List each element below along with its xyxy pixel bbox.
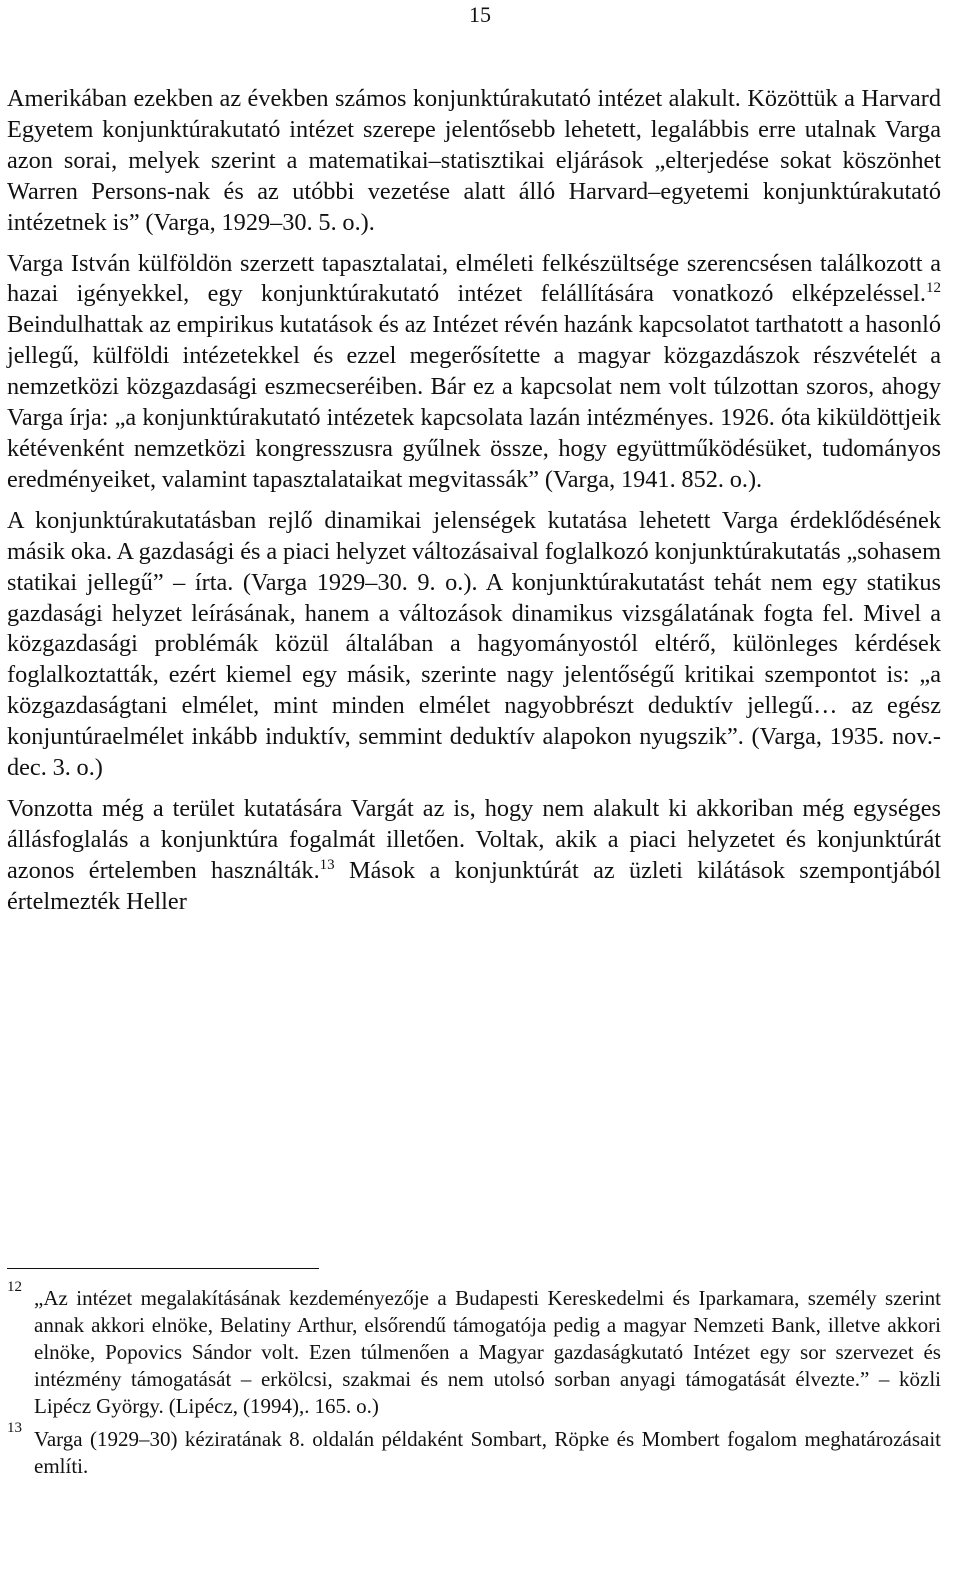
footnote-13 xyxy=(7,1420,941,1480)
footnote-separator xyxy=(7,1268,319,1269)
paragraph-text: Mások a konjunktúrát az üzleti kilátások szempontjából értelmezték Heller xyxy=(7,856,942,915)
footnote-ref-13[interactable]: 13 xyxy=(319,856,335,873)
footnote-mark: 13 xyxy=(7,1420,22,1436)
paragraph-dynamics: A konjunktúrakutatásban rejlő dinamikai jelenségek kutatása lehetett Varga érdeklődésének másik oka. A gazdasági és a piaci helyzet változásaival foglalkozó konjunktúrakutatás „sohasem statikai jellegű” – írta. (Varga 1929–30. 9. o.). A konjunktúrakutatást tehát nem egy statikus gazdasági helyzet leírásának, hanem a változások dinamikus vizsgálatának fogta fel. Mivel a közgazdasági problémák közül általában a hagyományostól eltérő, különleges kérdések foglalkoztatták, ezért kiemel egy másik, szerinte nagy jelentőségű kritikai szempontot is: „a közgazdaságtani elmélet, mint minden elmélet nagyobbrészt deduktív jellegű… az egész konjuntúraelmélet inkább induktív, semmint deduktív alapokon nyugszik”. (Varga, 1935. nov.-dec. 3. o.) xyxy=(7,506,941,782)
footnote-text: Varga (1929–30) kéziratának 8. oldalán példaként Sombart, Röpke és Mombert fogalom meghatározásait említi. xyxy=(34,1427,941,1478)
paragraph-concept xyxy=(7,794,941,918)
paragraph-text: Beindulhattak az empirikus kutatások és az Intézet révén hazánk kapcsolatot tarthatott a hasonló jellegű, külföldi intézetekkel és ezzel megerősítette a magyar közgazdászok részvételét a nemzetközi közgazdasági eszmecseréiben. Bár ez a kapcsolat nem volt túlzottan szoros, ahogy Varga írja: „a konjunktúrakutató intézetek kapcsolata lazán intézményes. 1926. óta kiküldöttjeik kétévenként nemzetközi kongresszusra gyűlnek össze, hogy együttműködésüket, tudományos eredményeiket, valamint tapasztalataikat megvitassák” (Varga, 1941. 852. o.). xyxy=(7,311,941,493)
page-number: 15 xyxy=(469,2,491,27)
paragraph-harvard: Amerikában ezekben az években számos konjunktúrakutató intézet alakult. Közöttük a Harvard Egyetem konjunktúrakutató intézet szerepe jelentősebb lehetett, legalábbis erre utalnak Varga azon sorai, melyek szerint a matematikai–statisztikai eljárások „elterjedése sokat köszönhet Warren Persons-nak és az utóbbi vezetése alatt álló Harvard–egyetemi konjunktúrakutató intézetnek is” (Varga, 1929–30. 5. o.). xyxy=(7,85,941,236)
body-text xyxy=(7,84,941,928)
paragraph-text: Vonzotta még a terület kutatására Vargát az is, hogy nem alakult ki akkoriban még egységes állásfoglalás a konjunktúra fogalmát illetően. Voltak, akik a piaci helyzetet és konjunktúrát azonos értelemben használták. xyxy=(7,794,941,884)
paragraph-text: Varga István külföldön szerzett tapasztalatai, elméleti felkészültsége szerencsésen találkozott a hazai igényekkel, egy konjunktúrakutató intézet felállítására vonatkozó elképzeléssel. xyxy=(7,249,941,308)
paragraph-varga-experience xyxy=(7,249,941,496)
footnote-ref-12[interactable]: 12 xyxy=(926,280,941,297)
footnote-mark: 12 xyxy=(7,1279,22,1295)
footnote-12 xyxy=(7,1279,941,1420)
footnotes xyxy=(7,1279,941,1486)
footnote-text: „Az intézet megalakításának kezdeményezője a Budapesti Kereskedelmi és Iparkamara, személy szerint annak akkori elnöke, Belatiny Arthur, elsőrendű támogatója pedig a magyar Nemzeti Bank, illetve akkori elnöke, Popovics Sándor volt. Ezen túlmenően a Magyar gazdaságkutató Intézet egy sor szervezet és intézmény támogatását – erkölcsi, szakmai és nem utolsó sorban anyagi támogatását élvezte.” – közli Lipécz György. (Lipécz, (1994),. 165. o.) xyxy=(34,1286,941,1418)
